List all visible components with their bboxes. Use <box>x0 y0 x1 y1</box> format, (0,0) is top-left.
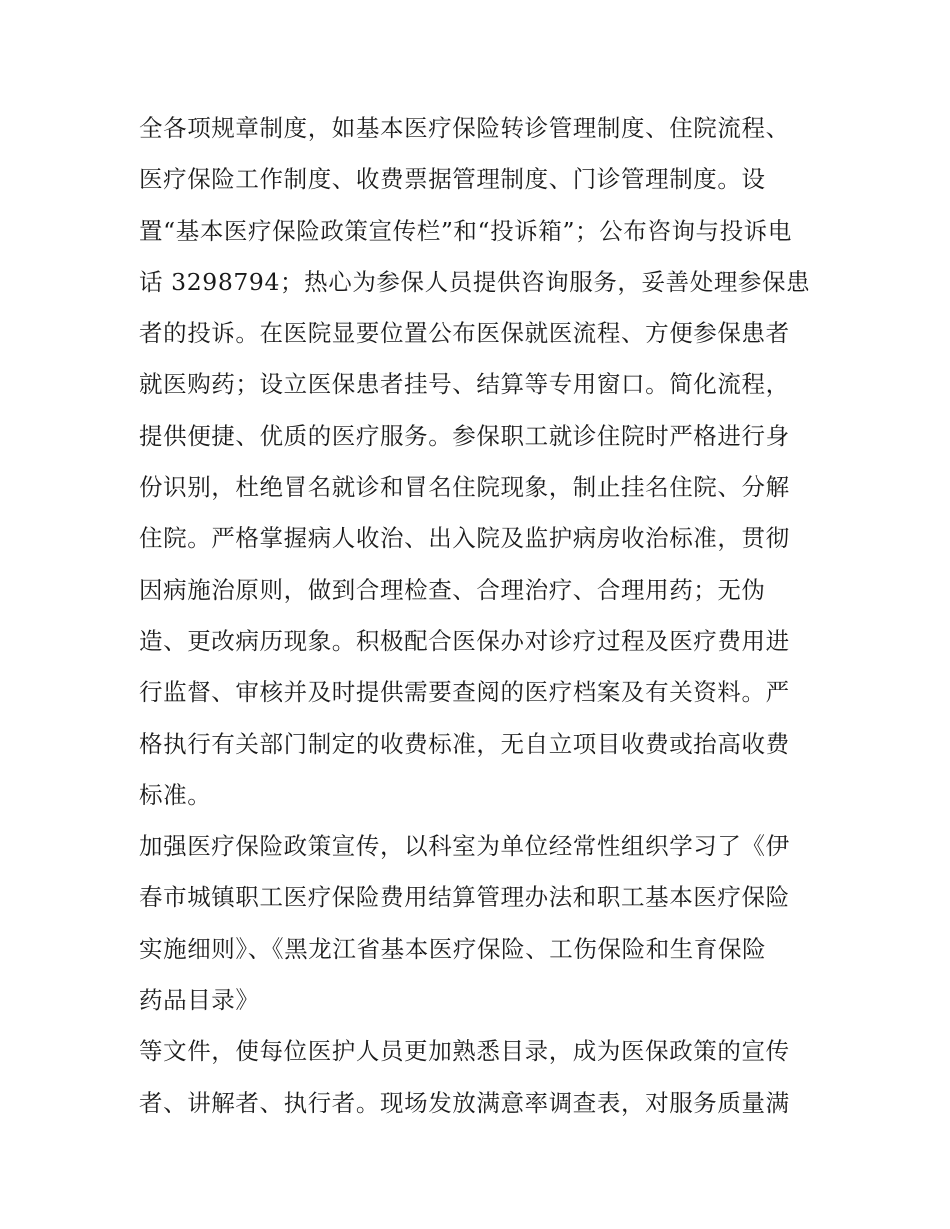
text-line: 话 3298794；热心为参保人员提供咨询服务，妥善处理参保患 <box>139 267 811 296</box>
text-line: 置“基本医疗保险政策宣传栏”和“投诉箱”；公布咨询与投诉电 <box>139 216 792 245</box>
text-line: 住院。严格掌握病人收治、出入院及监护病房收治标准，贯彻 <box>139 524 790 553</box>
text-line: 等文件，使每位医护人员更加熟悉目录，成为医保政策的宣传 <box>139 1037 790 1066</box>
text-line: 药品目录》 <box>139 986 260 1015</box>
text-line: 春市城镇职工医疗保险费用结算管理办法和职工基本医疗保险 <box>139 883 790 912</box>
text-line: 份识别，杜绝冒名就诊和冒名住院现象，制止挂名住院、分解 <box>139 473 790 502</box>
text-line: 全各项规章制度，如基本医疗保险转诊管理制度、住院流程、 <box>139 114 790 142</box>
text-line: 因病施治原则，做到合理检查、合理治疗、合理用药；无伪 <box>139 575 766 604</box>
text-line: 加强医疗保险政策宣传，以科室为单位经常性组织学习了《伊 <box>139 832 790 861</box>
text-line: 医疗保险工作制度、收费票据管理制度、门诊管理制度。设 <box>139 165 766 194</box>
text-line: 格执行有关部门制定的收费标准，无自立项目收费或抬高收费 <box>139 729 790 758</box>
text-line: 就医购药；设立医保患者挂号、结算等专用窗口。简化流程， <box>139 370 790 399</box>
text-line: 造、更改病历现象。积极配合医保办对诊疗过程及医疗费用进 <box>139 626 790 655</box>
body-text <box>139 103 819 1129</box>
text-line: 者、讲解者、执行者。现场发放满意率调查表，对服务质量满 <box>139 1088 790 1117</box>
text-line: 提供便捷、优质的医疗服务。参保职工就诊住院时严格进行身 <box>139 421 790 450</box>
text-line: 者的投诉。在医院显要位置公布医保就医流程、方便参保患者 <box>139 319 790 348</box>
text-line: 标准。 <box>139 780 212 809</box>
text-line: 实施细则》、《黑龙江省基本医疗保险、工伤保险和生育保险 <box>139 934 767 963</box>
text-line: 行监督、审核并及时提供需要查阅的医疗档案及有关资料。严 <box>139 678 790 707</box>
